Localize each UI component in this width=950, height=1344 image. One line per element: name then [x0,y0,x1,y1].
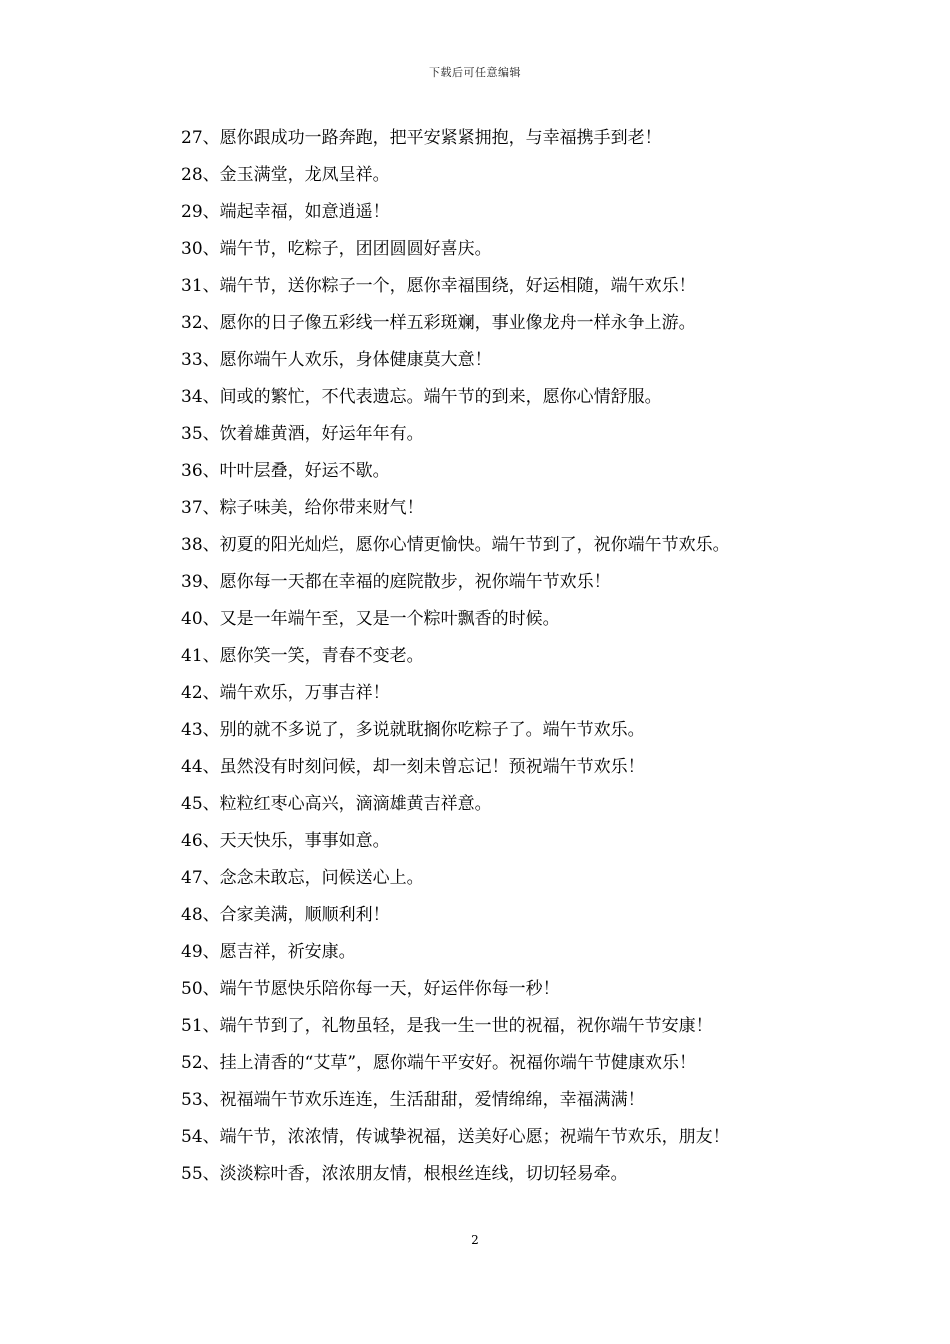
list-item: 28、金玉满堂，龙凤呈祥。 [181,165,390,185]
list-item: 42、端午欢乐，万事吉祥！ [181,683,390,703]
list-item: 45、粒粒红枣心高兴，滴滴雄黄吉祥意。 [181,794,492,814]
list-item: 49、愿吉祥，祈安康。 [181,942,356,962]
list-item: 41、愿你笑一笑，青春不变老。 [181,646,424,666]
list-item: 55、淡淡粽叶香，浓浓朋友情，根根丝连线，切切轻易牵。 [181,1164,628,1184]
greeting-list [181,124,881,1197]
list-item: 46、天天快乐，事事如意。 [181,831,390,851]
list-item: 34、间或的繁忙，不代表遗忘。端午节的到来，愿你心情舒服。 [181,387,662,407]
list-item: 38、初夏的阳光灿烂，愿你心情更愉快。端午节到了，祝你端午节欢乐。 [181,535,730,555]
list-item: 44、虽然没有时刻问候，却一刻未曾忘记！预祝端午节欢乐！ [181,757,645,777]
page-header: 下载后可任意编辑 [429,66,521,79]
list-item: 39、愿你每一天都在幸福的庭院散步，祝你端午节欢乐！ [181,572,611,592]
list-item: 27、愿你跟成功一路奔跑，把平安紧紧拥抱，与幸福携手到老！ [181,128,662,148]
list-item: 29、端起幸福，如意逍遥！ [181,202,390,222]
list-item: 31、端午节，送你粽子一个，愿你幸福围绕，好运相随，端午欢乐！ [181,276,696,296]
list-item: 36、叶叶层叠，好运不歇。 [181,461,390,481]
list-item: 30、端午节，吃粽子，团团圆圆好喜庆。 [181,239,492,259]
list-item: 32、愿你的日子像五彩线一样五彩斑斓，事业像龙舟一样永争上游。 [181,313,696,333]
page-number: 2 [471,1233,479,1247]
list-item: 33、愿你端午人欢乐，身体健康莫大意！ [181,350,492,370]
list-item: 52、挂上清香的“艾草”，愿你端午平安好。祝福你端午节健康欢乐！ [181,1053,697,1073]
list-item: 48、合家美满，顺顺利利！ [181,905,390,925]
list-item: 35、饮着雄黄酒，好运年年有。 [181,424,424,444]
list-item: 51、端午节到了，礼物虽轻，是我一生一世的祝福，祝你端午节安康！ [181,1016,713,1036]
list-item: 50、端午节愿快乐陪你每一天，好运伴你每一秒！ [181,979,560,999]
list-item: 54、端午节，浓浓情，传诚挚祝福，送美好心愿；祝端午节欢乐，朋友！ [181,1127,730,1147]
list-item: 40、又是一年端午至，又是一个粽叶飘香的时候。 [181,609,560,629]
list-item: 43、别的就不多说了，多说就耽搁你吃粽子了。端午节欢乐。 [181,720,645,740]
list-item: 47、念念未敢忘，问候送心上。 [181,868,424,888]
list-item: 37、粽子味美，给你带来财气！ [181,498,424,518]
list-item: 53、祝福端午节欢乐连连，生活甜甜，爱情绵绵，幸福满满！ [181,1090,645,1110]
